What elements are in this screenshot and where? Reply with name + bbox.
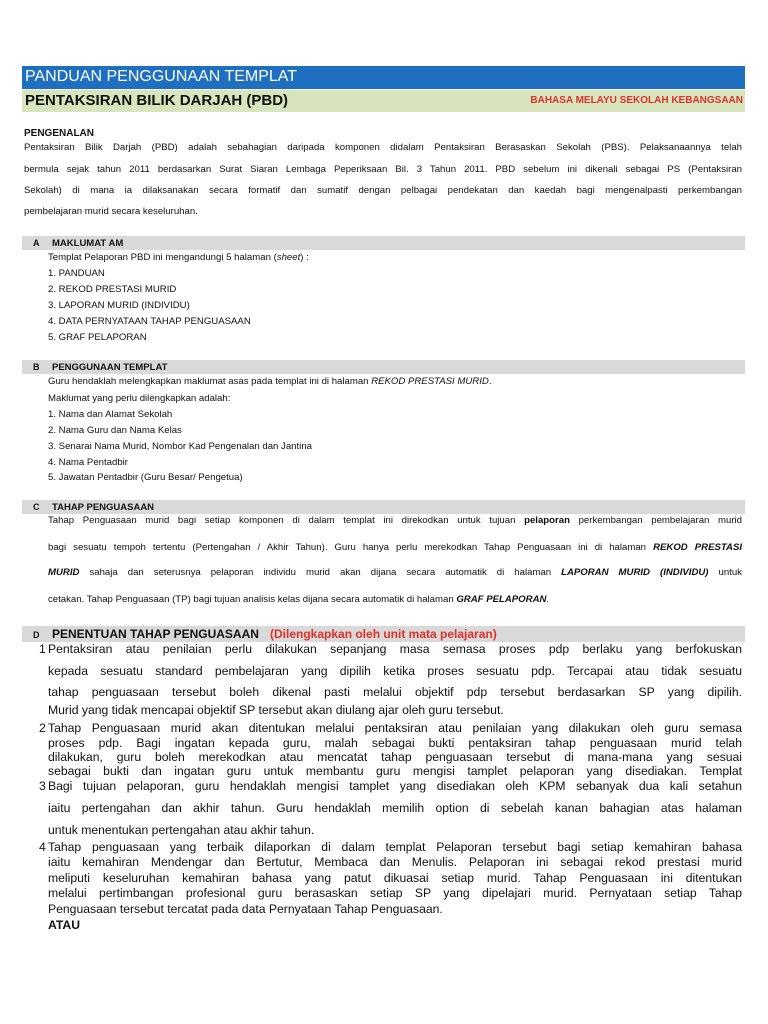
section-d-line: untuk menentukan pertengahan atau akhir tahun. [48, 823, 315, 837]
section-d-line: tahap penguasaan tersebut boleh dikenal pasti melalui objektif pdp tersebut berdasarkan SP yang dipilih. [48, 685, 742, 699]
subtitle-bar [22, 90, 745, 112]
section-d-line: kepada sesuatu standard pembelajaran yang dipilih ketika proses sesuatu pdp. Tercapai atau tidak sesuatu [48, 664, 742, 678]
text: Guru hendaklah melengkapkan maklumat asas pada templat ini di halaman [48, 376, 372, 387]
text: Templat Pelaporan PBD ini mengandungi 5 halaman ( [48, 252, 277, 263]
item-number: 4 [39, 840, 46, 854]
list-item: 4. DATA PERNYATAAN TAHAP PENGUASAAN [48, 316, 251, 327]
page-title: PANDUAN PENGGUNAAN TEMPLAT [25, 68, 298, 85]
list-item: 1. Nama dan Alamat Sekolah [48, 409, 173, 420]
text: cetakan. Tahap Penguasaan (TP) bagi tujuan analisis kelas dijana secara automatik di halaman [48, 594, 457, 605]
section-c-line [48, 567, 742, 581]
list-item: 5. GRAF PELAPORAN [48, 332, 147, 343]
list-item: 1. PANDUAN [48, 268, 105, 279]
list-item: 2. REKOD PRESTASI MURID [48, 284, 177, 295]
section-heading: MAKLUMAT AM [52, 238, 124, 249]
text: . [546, 594, 550, 605]
section-d-line: Pentaksiran atau penilaian perlu dilakukan sepanjang masa semasa proses pdp berlaku yang berfokuskan [48, 642, 742, 656]
text: ) : [300, 252, 309, 263]
section-letter: B [33, 362, 40, 372]
title-bar [22, 66, 745, 89]
text-bold: pelaporan [524, 515, 570, 526]
list-item: 3. LAPORAN MURID (INDIVIDU) [48, 300, 190, 311]
section-d-line: Tahap penguasaan yang terbaik dilaporkan di dalam templat Pelaporan tersebut bagi setiap kemahiran bahasa [48, 840, 742, 854]
text-italic: REKOD PRESTASI MURID [371, 376, 489, 387]
section-note: (Dilengkapkan oleh unit mata pelajaran) [270, 627, 497, 641]
text: untuk [708, 567, 742, 578]
list-item: 4. Nama Pentadbir [48, 457, 128, 468]
text-bold-italic: LAPORAN MURID (INDIVIDU) [561, 567, 709, 578]
section-heading: PENGGUNAAN TEMPLAT [52, 362, 168, 373]
section-d-line: Penguasaan tersebut tercatat pada data Pernyataan Tahap Penguasaan. [48, 902, 443, 916]
section-c-header [22, 500, 745, 514]
section-d-header [22, 626, 745, 642]
section-d-line: iaitu kemahiran Mendengar dan Bertutur, Membaca dan Menulis. Pelaporan ini sebagai rekod prestasi murid [48, 855, 742, 869]
section-b-sub: Maklumat yang perlu dilengkapkan adalah: [48, 393, 231, 404]
section-a-header [22, 236, 745, 250]
section-d-line: Murid yang tidak mencapai objektif SP tersebut akan diulang ajar oleh guru tersebut. [48, 703, 504, 717]
text: perkembangan pembelajaran murid [569, 515, 742, 526]
section-d-line: Bagi tujuan pelaporan, guru hendaklah mengisi tamplet yang disediakan oleh KPM sebanyak dua kali setahun [48, 779, 742, 793]
text-bold-italic: GRAF PELAPORAN [456, 594, 547, 605]
section-letter: A [33, 238, 40, 248]
section-b-header [22, 360, 745, 374]
list-item: 5. Jawatan Pentadbir (Guru Besar/ Pengetua) [48, 472, 243, 483]
item-number: 1 [39, 642, 46, 656]
section-d-line: proses pdp. Bagi ingatan kepada guru, malah sebagai bukti pentaksiran tahap penguasaan murid telah [48, 736, 742, 750]
section-letter: D [33, 630, 40, 640]
list-item: 3. Senarai Nama Murid, Nombor Kad Pengenalan dan Jantina [48, 441, 312, 452]
subject-label: BAHASA MELAYU SEKOLAH KEBANGSAAN [530, 95, 743, 106]
text-bold-italic: REKOD PRESTASI [653, 542, 742, 553]
item-number: 2 [39, 721, 46, 735]
text: bagi sesuatu tempoh tertentu (Pertengahan / Akhir Tahun). Guru hanya perlu merekodkan Tahap Penguasaan ini di halaman [48, 542, 654, 553]
section-d-line: meliputi keseluruhan kemahiran bahasa yang patut dikuasai setiap murid. Tahap Penguasaan ini ditentukan [48, 871, 742, 885]
intro-line: Sekolah) di mana ia dilaksanakan secara formatif dan sumatif dengan pelbagai pendekatan dan kaedah bagi mengenalpasti perkembangan [24, 185, 742, 196]
text: Tahap Penguasaan murid bagi setiap komponen di dalam templat ini direkodkan untuk tujuan [48, 515, 525, 526]
section-a-intro [48, 252, 309, 263]
text: sahaja dan seterusnya pelaporan individu murid akan dijana secara automatik di halaman [79, 567, 562, 578]
section-d-line: sebagai bukti dan ingatan guru untuk membantu guru mengisi tamplet pelaporan yang disediakan. Templat [48, 764, 742, 778]
atau-label: ATAU [48, 918, 81, 932]
section-c-line [48, 515, 742, 529]
section-letter: C [33, 502, 40, 512]
intro-heading: PENGENALAN [24, 128, 95, 139]
section-heading: TAHAP PENGUASAAN [52, 502, 155, 513]
text: . [488, 376, 492, 387]
intro-line: Pentaksiran Bilik Darjah (PBD) adalah sebahagian daripada komponen didalam Pentaksiran Berasaskan Sekolah (PBS). Pelaksanaannya telah [24, 142, 742, 153]
section-d-line: dilakukan, guru boleh merekodkan atau mencatat tahap penguasaan tersebut di mana-mana yang sesuai [48, 750, 742, 764]
section-d-line: Tahap Penguasaan murid akan ditentukan melalui pentaksiran atau penilaian yang dilakukan oleh guru semasa [48, 721, 742, 735]
section-c-line [48, 542, 742, 556]
section-d-line: iaitu pertengahan dan akhir tahun. Guru hendaklah memilih option di sebelah kanan bahagian atas halaman [48, 801, 742, 815]
intro-line: bermula sejak tahun 2011 berdasarkan Surat Siaran Lembaga Peperiksaan Bil. 3 Tahun 2011. PBD sebelum ini dikenali sebagai PS (Pentaksiran [24, 164, 742, 175]
list-item: 2. Nama Guru dan Nama Kelas [48, 425, 182, 436]
section-c-line [48, 594, 742, 605]
item-number: 3 [39, 779, 46, 793]
section-d-line: melalui pertimbangan profesional guru berasaskan setiap SP yang dipelajari murid. Pernyataan setiap Tahap [48, 886, 742, 900]
intro-line: pembelajaran murid secara keseluruhan. [24, 206, 198, 217]
text-italic: sheet [276, 252, 301, 263]
page-subtitle: PENTAKSIRAN BILIK DARJAH (PBD) [25, 92, 289, 109]
text-bold-italic: MURID [48, 567, 80, 578]
section-heading: PENENTUAN TAHAP PENGUASAAN [52, 627, 259, 641]
section-b-intro [48, 376, 492, 387]
